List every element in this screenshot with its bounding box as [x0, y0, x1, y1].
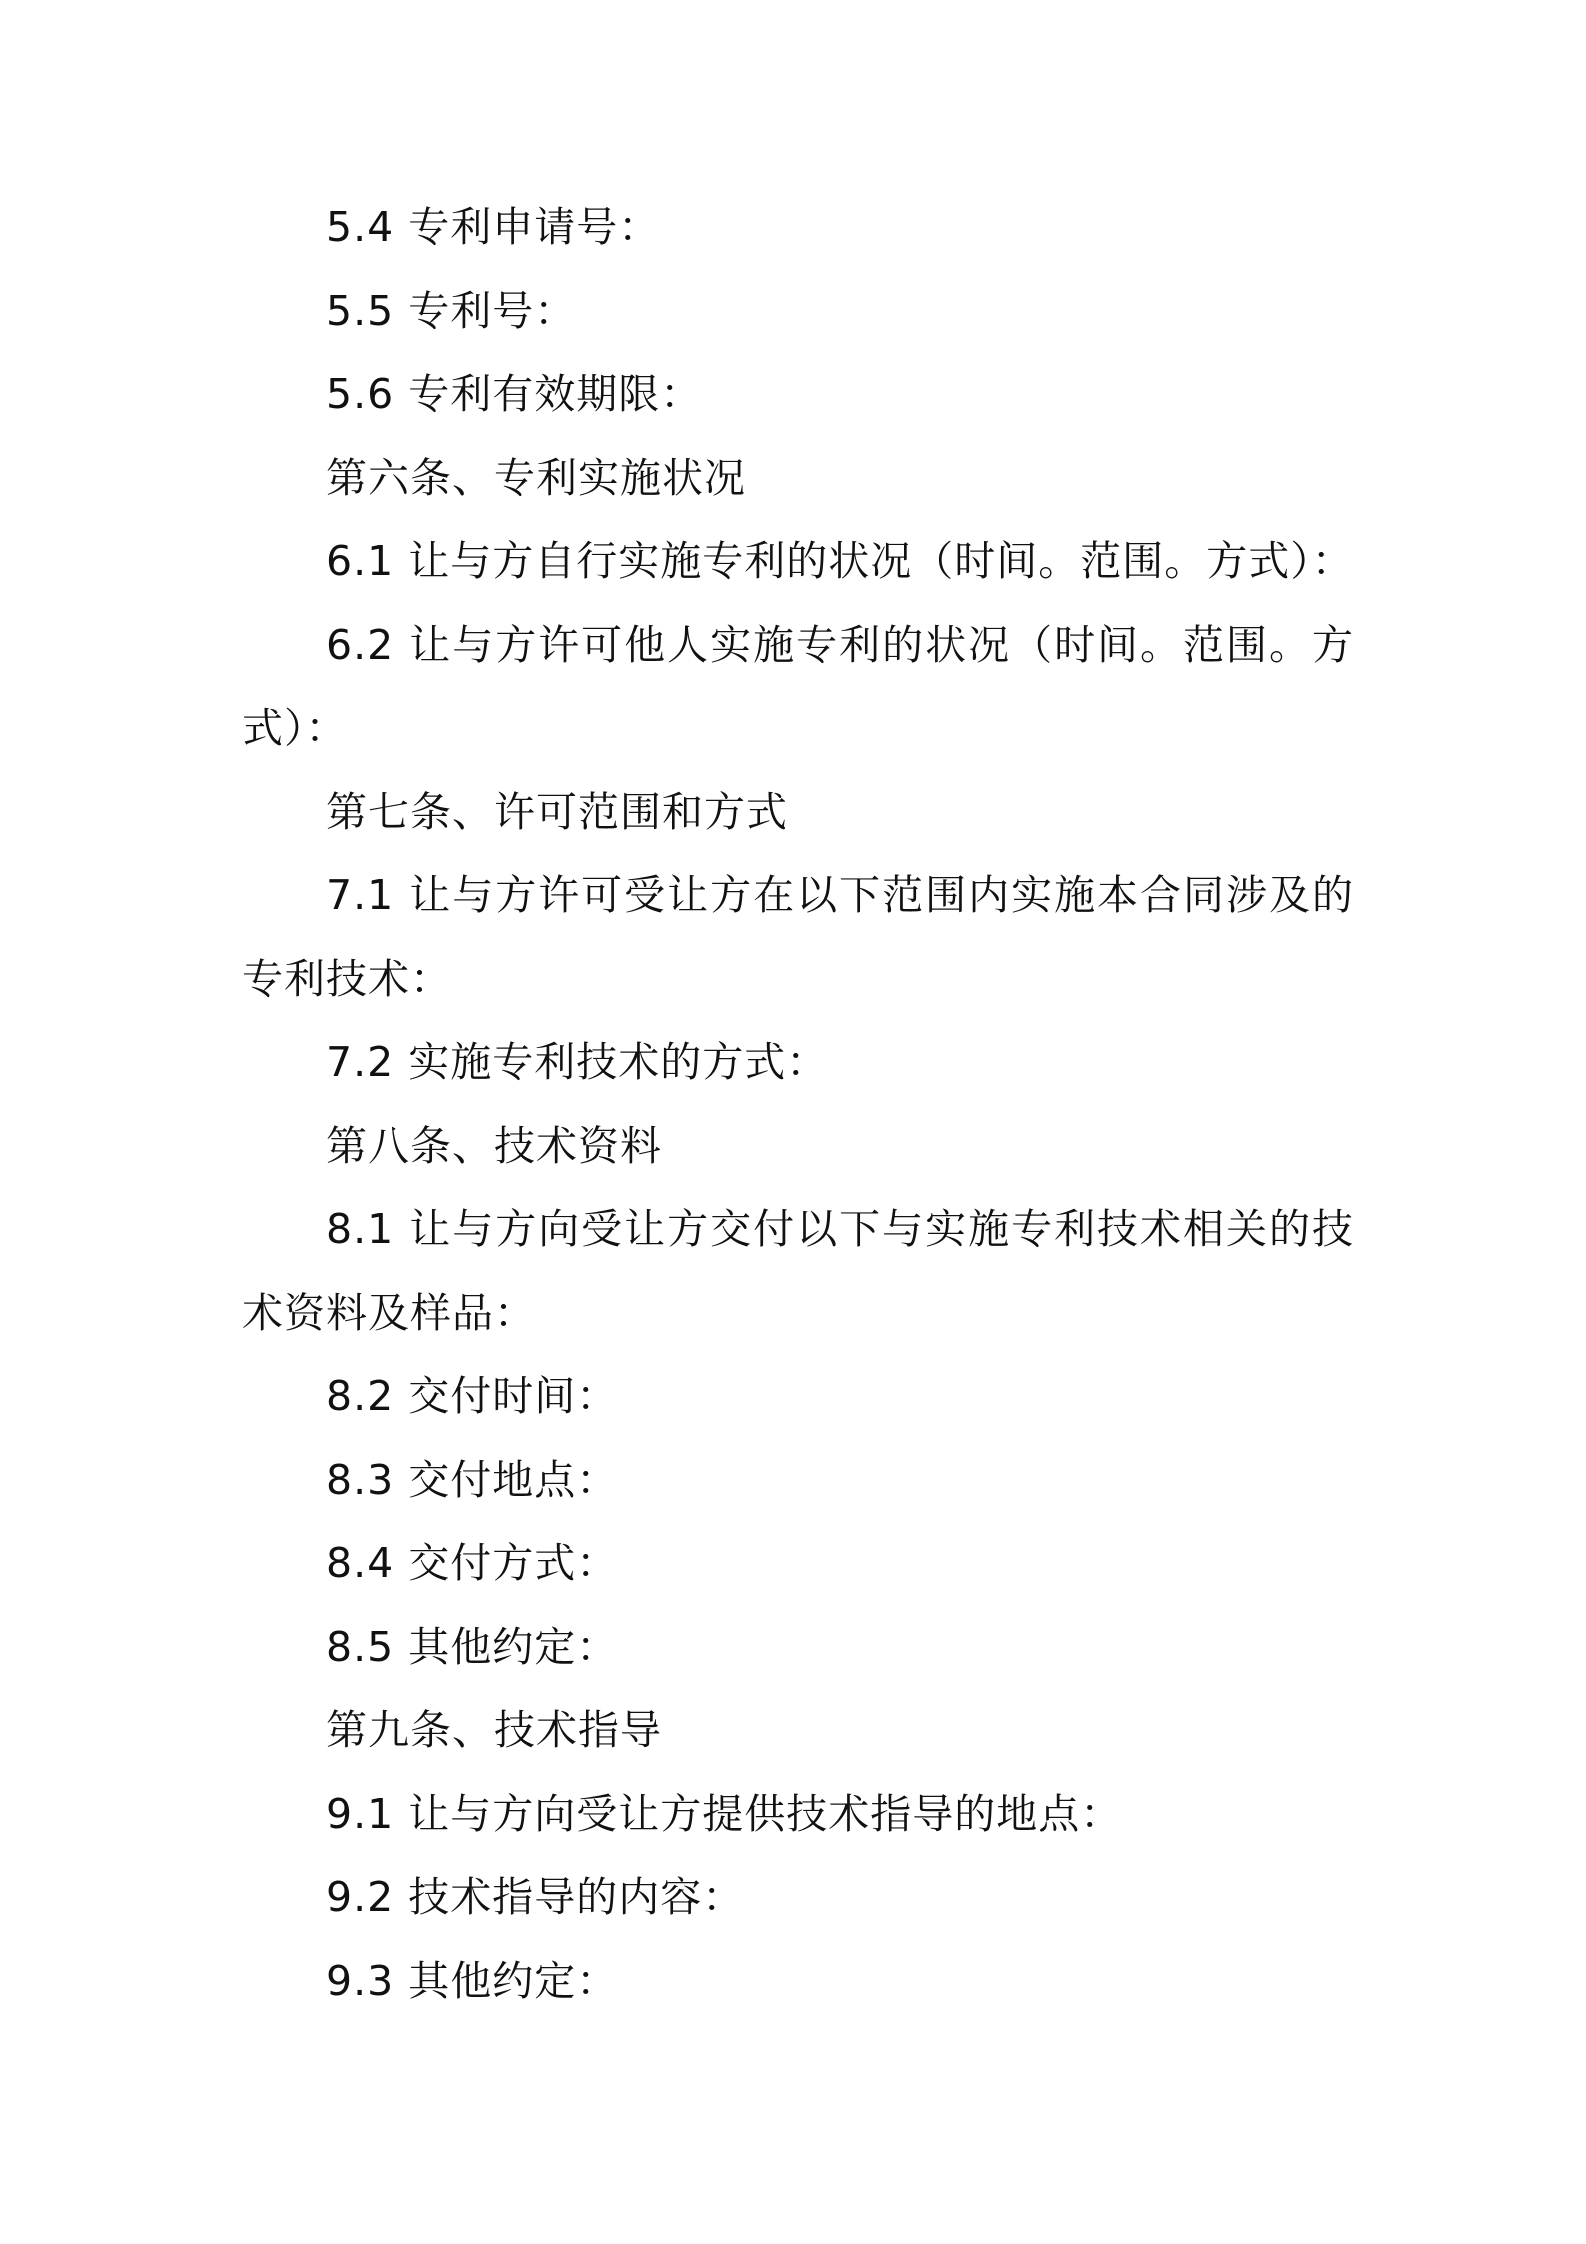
clause-9-1: 9.1 让与方向受让方提供技术指导的地点：	[326, 1789, 1123, 1838]
clause-5-5: 5.5 专利号：	[326, 286, 577, 335]
article-8-heading: 第八条、技术资料	[326, 1121, 662, 1170]
clause-6-2: 6.2 让与方许可他人实施专利的状况（时间。范围。方式）：	[242, 620, 1354, 752]
clause-5-4: 5.4 专利申请号：	[326, 203, 661, 251]
article-6-heading: 第六条、专利实施状况	[326, 453, 746, 502]
clause-7-2: 7.2 实施专利技术的方式：	[326, 1038, 829, 1086]
document-body	[242, 186, 1354, 2023]
clause-8-1: 8.1 让与方向受让方交付以下与实施专利技术相关的技术资料及样品：	[242, 1205, 1354, 1337]
clause-8-3: 8.3 交付地点：	[326, 1455, 619, 1504]
clause-5-6: 5.6 专利有效期限：	[326, 370, 703, 418]
clause-8-4: 8.4 交付方式：	[326, 1539, 619, 1587]
clause-9-3: 9.3 其他约定：	[326, 1956, 619, 2005]
clause-7-1: 7.1 让与方许可受让方在以下范围内实施本合同涉及的专利技术：	[242, 871, 1354, 1003]
article-9-heading: 第九条、技术指导	[326, 1706, 662, 1754]
clause-6-1: 6.1 让与方自行实施专利的状况（时间。范围。方式）：	[326, 537, 1354, 585]
clause-9-2: 9.2 技术指导的内容：	[326, 1873, 745, 1921]
clause-8-2: 8.2 交付时间：	[326, 1372, 619, 1420]
article-7-heading: 第七条、许可范围和方式	[326, 787, 788, 836]
clause-8-5: 8.5 其他约定：	[326, 1622, 619, 1671]
